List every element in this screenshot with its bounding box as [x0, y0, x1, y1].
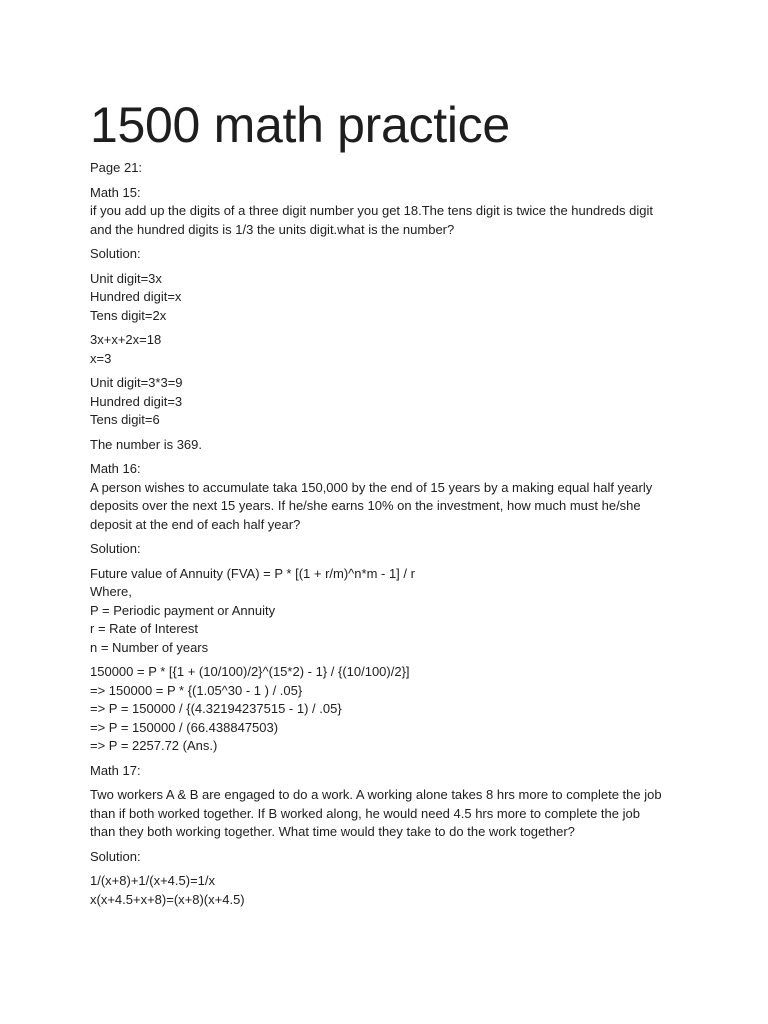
paragraph [90, 460, 690, 534]
paragraph [90, 848, 690, 867]
text-line: A person wishes to accumulate taka 150,000 by the end of 15 years by a making equal half yearly [90, 479, 653, 495]
paragraph [90, 540, 690, 559]
paragraph [90, 565, 690, 658]
document-body [90, 159, 690, 915]
text-line: Math 16: [90, 461, 141, 476]
text-line: r = Rate of Interest [90, 621, 199, 636]
paragraph [90, 159, 690, 178]
text-line: n = Number of years [90, 639, 209, 655]
paragraph [90, 762, 690, 781]
text-line: Unit digit=3*3=9 [90, 375, 183, 390]
text-line: than they both working together. What time would they take to do the work together? [90, 824, 575, 839]
text-line: 3x+x+2x=18 [90, 332, 162, 347]
text-line: than if both worked together. If B worked along, he would need 4.5 hrs more to complete the job [90, 805, 640, 821]
text-line: => P = 150000 / {(4.32194237515 - 1) / .05} [90, 701, 342, 716]
text-line: Unit digit=3x [90, 270, 162, 286]
paragraph [90, 663, 690, 756]
text-line: Two workers A & B are engaged to do a work. A working alone takes 8 hrs more to complete the job [90, 787, 662, 802]
paragraph [90, 786, 690, 842]
text-line: Page 21: [90, 160, 143, 175]
text-line: Tens digit=6 [90, 412, 160, 427]
text-line: => P = 150000 / (66.438847503) [90, 719, 279, 735]
text-line: deposit at the end of each half year? [90, 516, 301, 532]
page-title: 1500 math practice [90, 97, 510, 153]
paragraph [90, 184, 690, 240]
paragraph [90, 331, 690, 368]
text-line: P = Periodic payment or Annuity [90, 602, 276, 618]
paragraph [90, 270, 690, 326]
text-line: Solution: [90, 541, 141, 556]
text-line: Tens digit=2x [90, 307, 167, 323]
text-line: deposits over the next 15 years. If he/she earns 10% on the investment, how much must he/she [90, 498, 641, 513]
text-line: Where, [90, 584, 132, 599]
text-line: => P = 2257.72 (Ans.) [90, 738, 218, 753]
text-line: Solution: [90, 246, 141, 261]
text-line: Hundred digit=3 [90, 393, 183, 409]
text-line: x(x+4.5+x+8)=(x+8)(x+4.5) [90, 891, 245, 907]
text-line: x=3 [90, 350, 112, 366]
text-line: Hundred digit=x [90, 289, 182, 304]
text-line: Solution: [90, 848, 141, 864]
text-line: The number is 369. [90, 436, 203, 452]
text-line: => 150000 = P * {(1.05^30 - 1 ) / .05} [90, 682, 303, 698]
text-line: Future value of Annuity (FVA) = P * [(1 + r/m)^n*m - 1] / r [90, 565, 415, 581]
paragraph [90, 436, 690, 455]
paragraph [90, 245, 690, 264]
text-line: 1/(x+8)+1/(x+4.5)=1/x [90, 873, 216, 888]
text-line: Math 17: [90, 762, 141, 778]
text-line: and the hundred digits is 1/3 the units digit.what is the number? [90, 221, 455, 237]
text-line: Math 15: [90, 184, 141, 200]
text-line: 150000 = P * [{1 + (10/100)/2}^(15*2) - 1} / {(10/100)/2}] [90, 664, 410, 679]
paragraph [90, 374, 690, 430]
text-line: if you add up the digits of a three digit number you get 18.The tens digit is twice the hundreds digit [90, 203, 653, 218]
paragraph [90, 872, 690, 909]
